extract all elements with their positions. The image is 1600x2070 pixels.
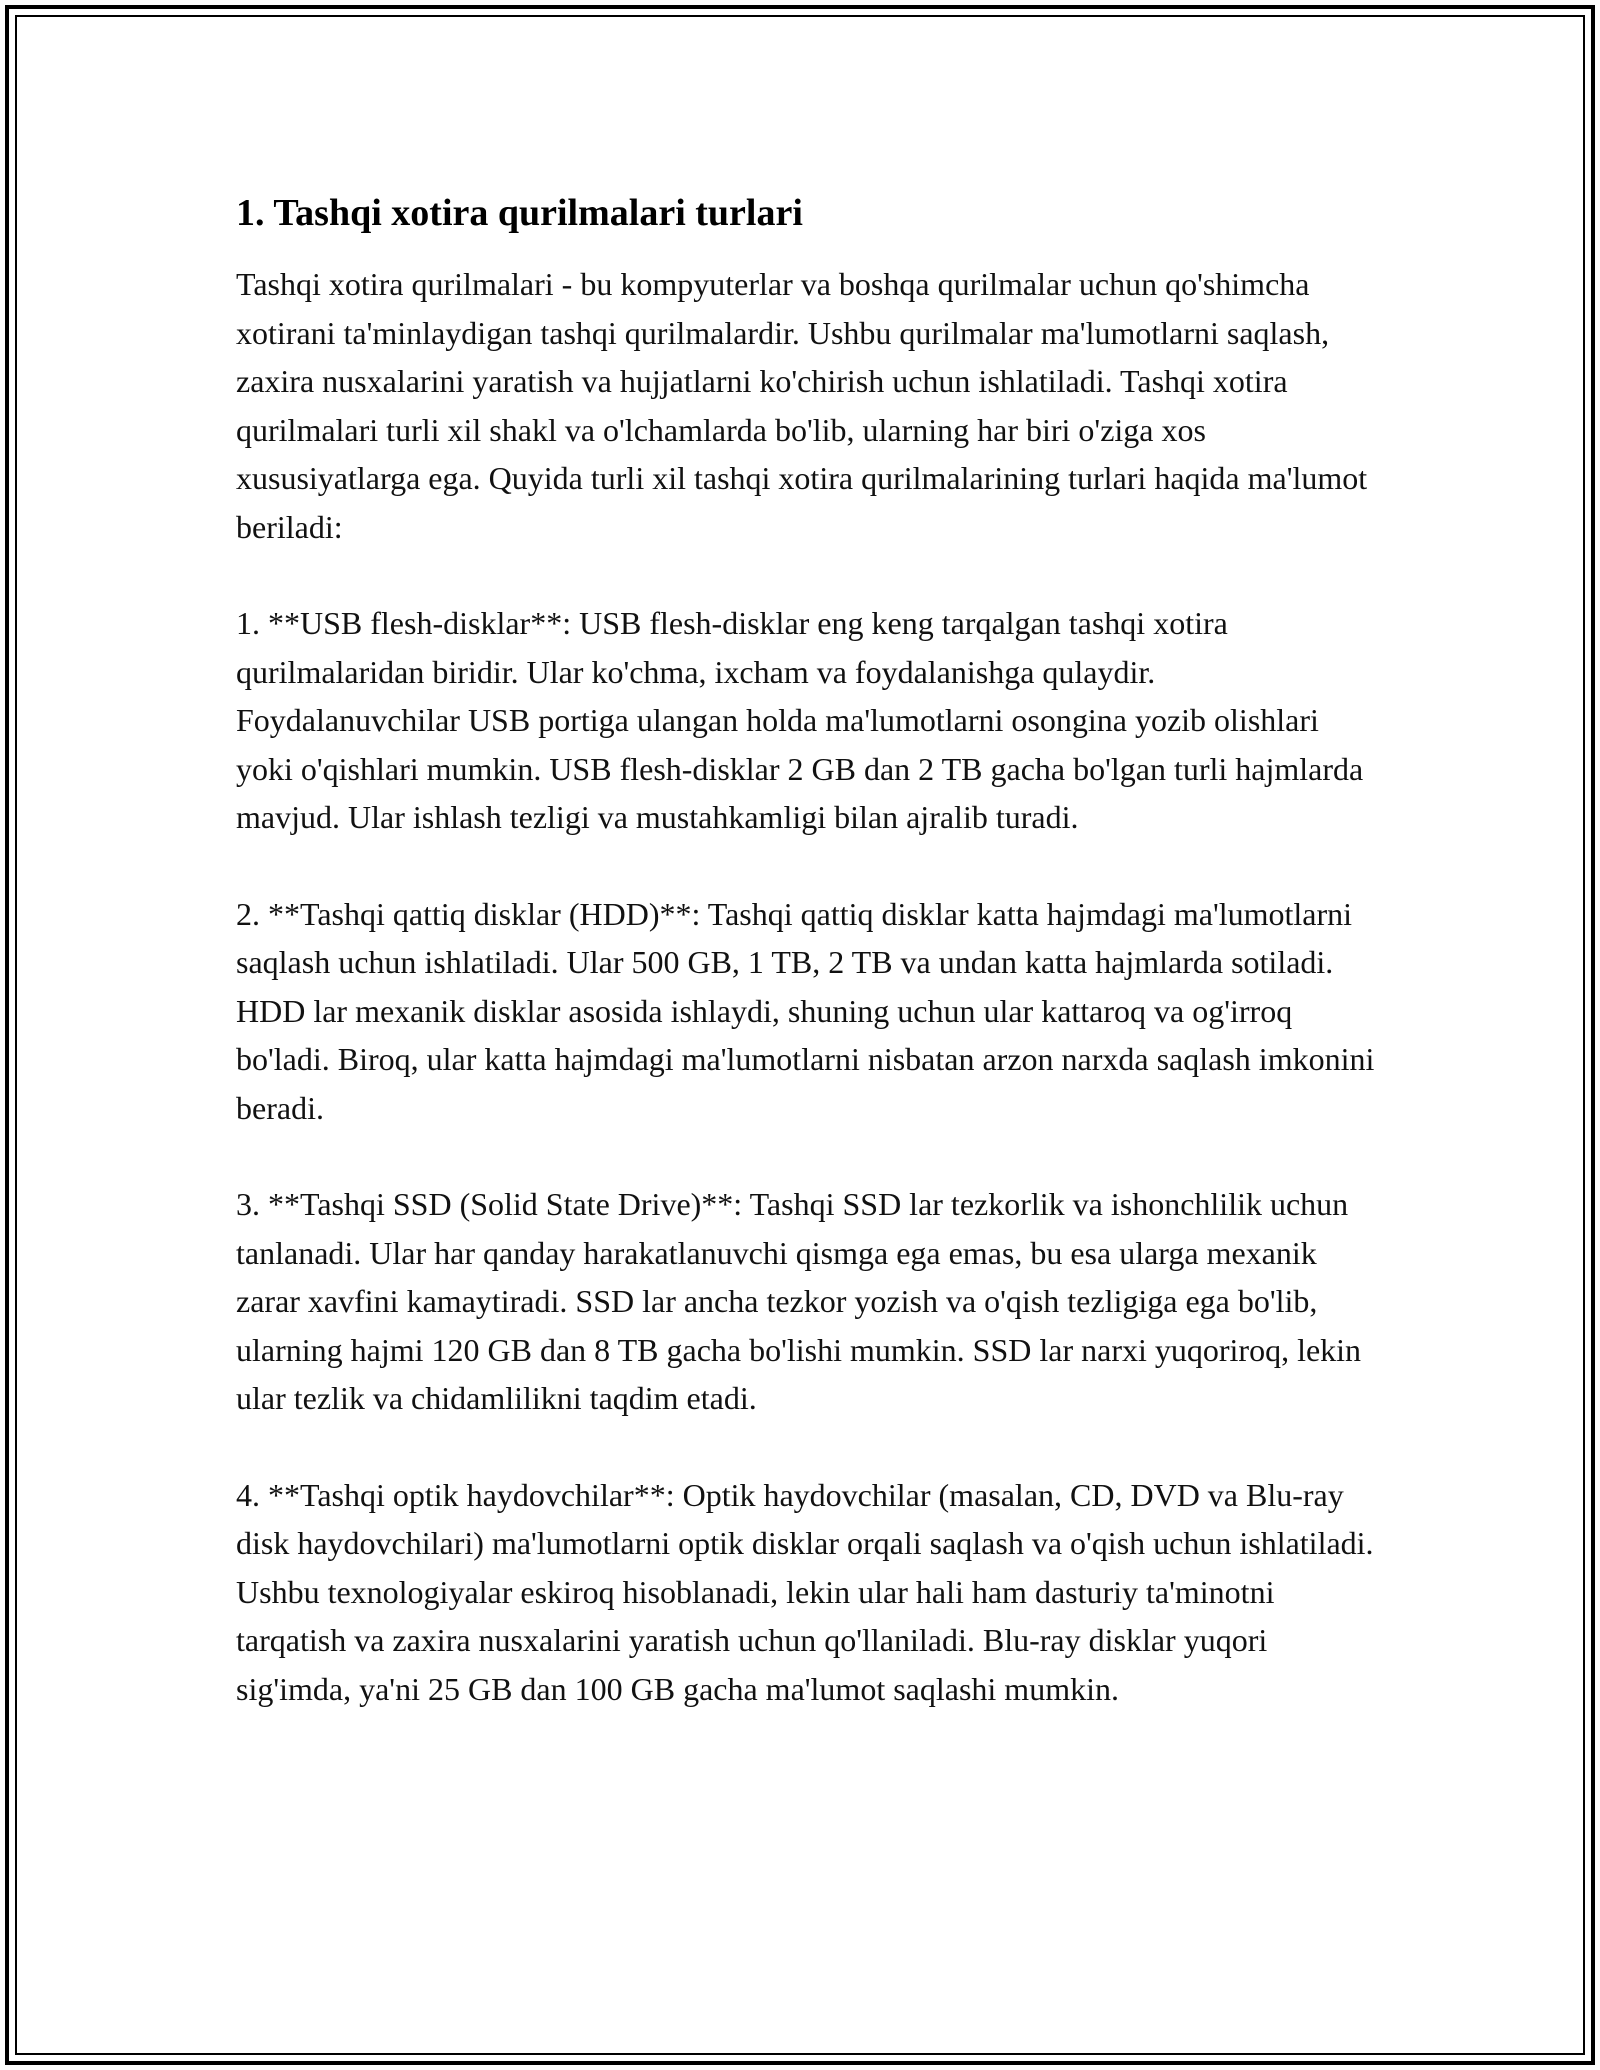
usb-flash-paragraph: 1. **USB flesh-disklar**: USB flesh-disklar eng keng tarqalgan tashqi xotira qurilmalaridan biridir. Ular ko'chma, ixcham va foydalanishga qulaydir. Foydalanuvchilar USB portiga ulangan holda ma'lumotlarni osongina yozib olishlari yoki o'qishlari mumkin. USB flesh-disklar 2 GB dan 2 TB gacha bo'lgan turli hajmlarda mavjud. Ular ishlash tezligi va mustahkamligi bilan ajralib turadi.: [236, 605, 1372, 835]
section-heading: 1. Tashqi xotira qurilmalari turlari: [236, 192, 803, 234]
document-body: [236, 186, 1383, 1761]
optical-drive-paragraph: 4. **Tashqi optik haydovchilar**: Optik haydovchilar (masalan, CD, DVD va Blu-ray disk haydovchilari) ma'lumotlarni optik disklar orqali saqlash va o'qish uchun ishlatiladi. Ushbu texnologiyalar eskiroq hisoblanadi, lekin ular hali ham dasturiy ta'minotni tarqatish va zaxira nusxalarini yaratish uchun qo'llaniladi. Blu-ray disklar yuqori sig'imda, ya'ni 25 GB dan 100 GB gacha ma'lumot saqlashi mumkin.: [236, 1476, 1382, 1707]
external-hdd-paragraph: 2. **Tashqi qattiq disklar (HDD)**: Tashqi qattiq disklar katta hajmdagi ma'lumotlarni saqlash uchun ishlatiladi. Ular 500 GB, 1 TB, 2 TB va undan katta hajmlarda sotiladi. HDD lar mexanik disklar asosida ishlaydi, shuning uchun ular kattaroq va og'irroq bo'ladi. Biroq, ular katta hajmdagi ma'lumotlarni nisbatan arzon narxda saqlash imkonini beradi.: [236, 895, 1383, 1126]
external-ssd-paragraph: 3. **Tashqi SSD (Solid State Drive)**: Tashqi SSD lar tezkorlik va ishonchlilik uchun tanlanadi. Ular har qanday harakatlanuvchi qismga ega emas, bu esa ularga mexanik zarar xavfini kamaytiradi. SSD lar ancha tezkor yozish va o'qish tezligiga ega bo'lib, ularning hajmi 120 GB dan 8 TB gacha bo'lishi mumkin. SSD lar narxi yuqoriroq, lekin ular tezlik va chidamlilikni taqdim etadi.: [236, 1186, 1370, 1416]
intro-paragraph: Tashqi xotira qurilmalari - bu kompyuterlar va boshqa qurilmalar uchun qo'shimcha xotirani ta'minlaydigan tashqi qurilmalardir. Ushbu qurilmalar ma'lumotlarni saqlash, zaxira nusxalarini yaratish va hujjatlarni ko'chirish uchun ishlatiladi. Tashqi xotira qurilmalari turli xil shakl va o'lchamlarda bo'lib, ularning har biri o'ziga xos xususiyatlarga ega. Quyida turli xil tashqi xotira qurilmalarining turlari haqida ma'lumot beriladi:: [236, 266, 1376, 545]
